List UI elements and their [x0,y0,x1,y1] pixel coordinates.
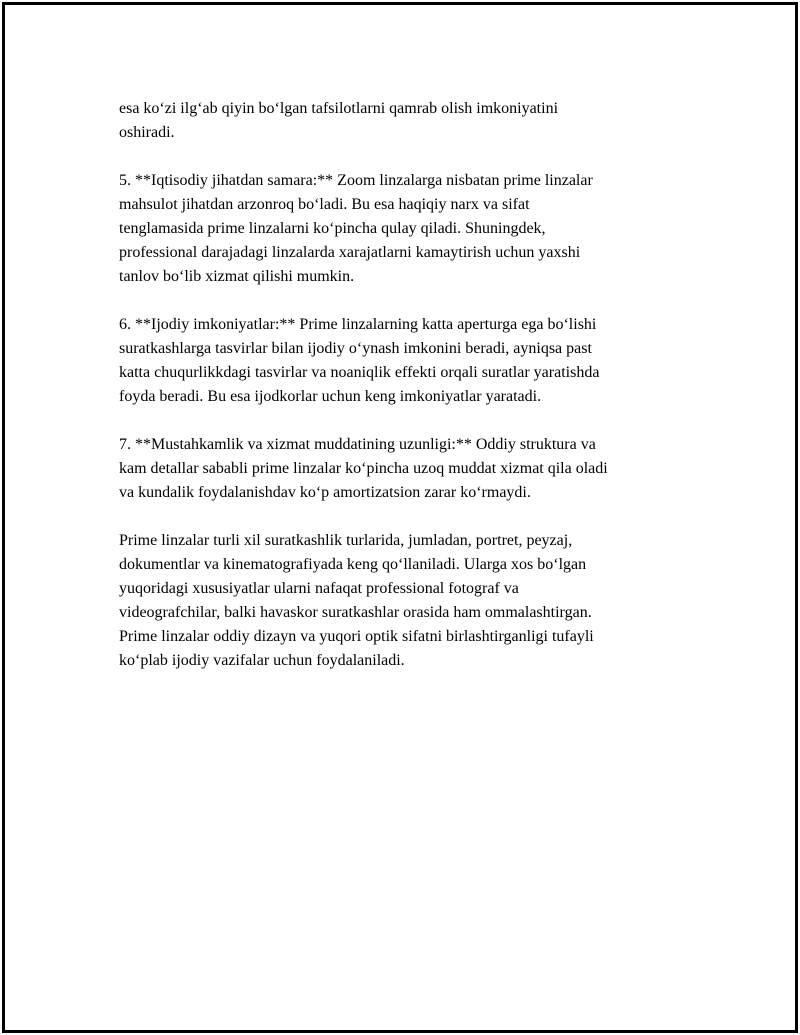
text-line: Prime linzalar oddiy dizayn va yuqori optik sifatni birlashtirganligi tufayli [119,628,594,645]
text-line: oshiradi. [119,124,175,141]
text-line: tenglamasida prime linzalarni ko‘pincha qulay qiladi. Shuningdek, [119,220,546,237]
text-line: 5. **Iqtisodiy jihatdan samara:** Zoom linzalarga nisbatan prime linzalar [119,172,593,189]
text-line: 7. **Mustahkamlik va xizmat muddatining uzunligi:** Oddiy struktura va [119,436,596,453]
text-line: suratkashlarga tasvirlar bilan ijodiy o‘ynash imkonini beradi, ayniqsa past [119,340,592,357]
paragraph-item-7 [119,433,679,505]
text-line: yuqoridagi xususiyatlar ularni nafaqat professional fotograf va [119,580,519,597]
text-line: videografchilar, balki havaskor suratkashlar orasida ham ommalashtirgan. [119,604,592,621]
text-line: mahsulot jihatdan arzonroq bo‘ladi. Bu esa haqiqiy narx va sifat [119,196,530,213]
paragraph-continuation [119,97,679,145]
text-line: ko‘plab ijodiy vazifalar uchun foydalaniladi. [119,652,405,669]
text-line: dokumentlar va kinematografiyada keng qo‘llaniladi. Ularga xos bo‘lgan [119,556,587,573]
document-page [2,2,798,1033]
document-body [119,97,679,697]
paragraph-item-5 [119,169,679,289]
text-line: 6. **Ijodiy imkoniyatlar:** Prime linzalarning katta aperturga ega bo‘lishi [119,316,597,333]
paragraph-item-6 [119,313,679,409]
text-line: va kundalik foydalanishdav ko‘p amortizatsion zarar ko‘rmaydi. [119,484,531,501]
paragraph-conclusion [119,529,679,673]
text-line: kam detallar sababli prime linzalar ko‘pincha uzoq muddat xizmat qila oladi [119,460,608,477]
text-line: foyda beradi. Bu esa ijodkorlar uchun keng imkoniyatlar yaratadi. [119,388,542,405]
text-line: tanlov bo‘lib xizmat qilishi mumkin. [119,268,355,285]
text-line: Prime linzalar turli xil suratkashlik turlarida, jumladan, portret, peyzaj, [119,532,573,549]
text-line: katta chuqurlikkdagi tasvirlar va noaniqlik effekti orqali suratlar yaratishda [119,364,600,381]
text-line: professional darajadagi linzalarda xarajatlarni kamaytirish uchun yaxshi [119,244,581,261]
text-line: esa ko‘zi ilg‘ab qiyin bo‘lgan tafsilotlarni qamrab olish imkoniyatini [119,100,559,117]
